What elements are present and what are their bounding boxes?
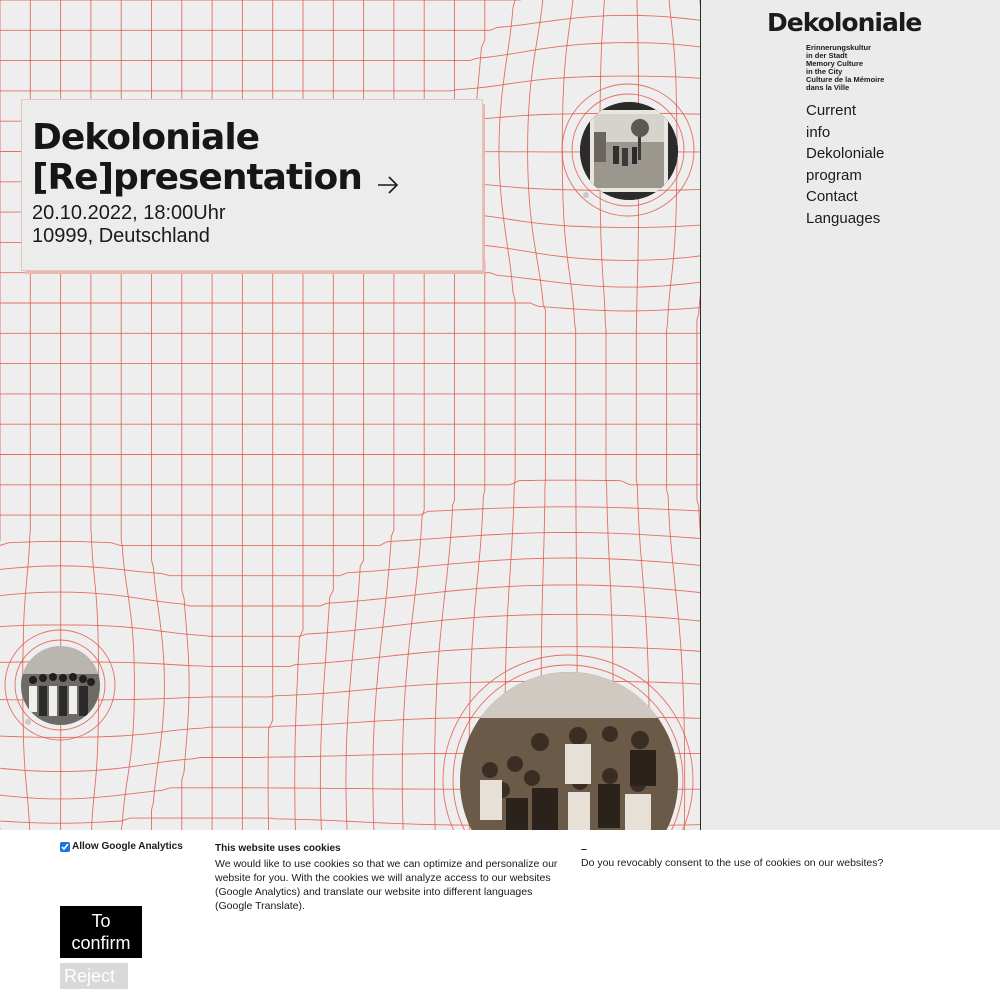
nav-item-contact[interactable]: Contact <box>806 188 858 205</box>
main-nav <box>806 100 884 229</box>
event-title-line1: Dekoloniale <box>32 117 260 158</box>
nav-item-info[interactable]: info <box>806 123 831 141</box>
cookie-body: We would like to use cookies so that we can optimize and personalize our website for you. With the cookies we will analyze access to our websites (Google Analytics) and translate our website into different languages (Google Translate). <box>215 858 558 912</box>
event-location: 10999, Deutschland <box>32 225 210 247</box>
event-datetime: 20.10.2022, 18:00Uhr <box>32 202 226 224</box>
tagline-line: in the City <box>806 67 843 76</box>
cookie-consent-bar <box>0 830 1000 1000</box>
analytics-label: Allow Google Analytics <box>72 841 183 852</box>
cookie-dash: – <box>581 843 587 855</box>
event-details <box>32 202 472 248</box>
tagline-line: Culture de la Mémoire <box>806 75 885 84</box>
cookie-question-text: Do you revocably consent to the use of cookies on our websites? <box>581 857 884 869</box>
nav-item-program[interactable]: program <box>806 166 862 184</box>
event-card[interactable] <box>22 100 482 270</box>
analytics-checkbox[interactable] <box>60 842 70 852</box>
photo-marker <box>583 192 589 198</box>
arrow-right-icon[interactable] <box>376 166 400 190</box>
site-logo[interactable]: Dekoloniale <box>767 8 922 37</box>
cookie-consent-question <box>581 842 883 870</box>
nav-item-dekoloniale[interactable]: Dekoloniale <box>806 145 885 162</box>
confirm-button[interactable]: To confirm <box>60 906 142 958</box>
nav-item-current[interactable]: Current <box>806 102 857 119</box>
tagline-line: Erinnerungskultur <box>806 43 872 52</box>
event-title <box>32 118 472 198</box>
cookie-title: This website uses cookies <box>215 843 341 854</box>
nav-item-languages[interactable]: Languages <box>806 209 881 227</box>
archive-photo-street[interactable] <box>580 102 678 200</box>
archive-photo-group[interactable] <box>21 646 100 725</box>
tagline-line: in der Stadt <box>806 51 848 60</box>
site-tagline <box>806 44 884 92</box>
tagline-line: dans la Ville <box>806 83 850 92</box>
side-panel <box>700 0 1000 830</box>
photo-marker <box>25 719 31 725</box>
analytics-toggle[interactable] <box>60 841 183 852</box>
event-title-line2: [Re]presentation <box>32 157 362 198</box>
cookie-message <box>215 842 565 913</box>
tagline-line: Memory Culture <box>806 59 864 68</box>
reject-button[interactable]: Reject <box>60 963 128 989</box>
